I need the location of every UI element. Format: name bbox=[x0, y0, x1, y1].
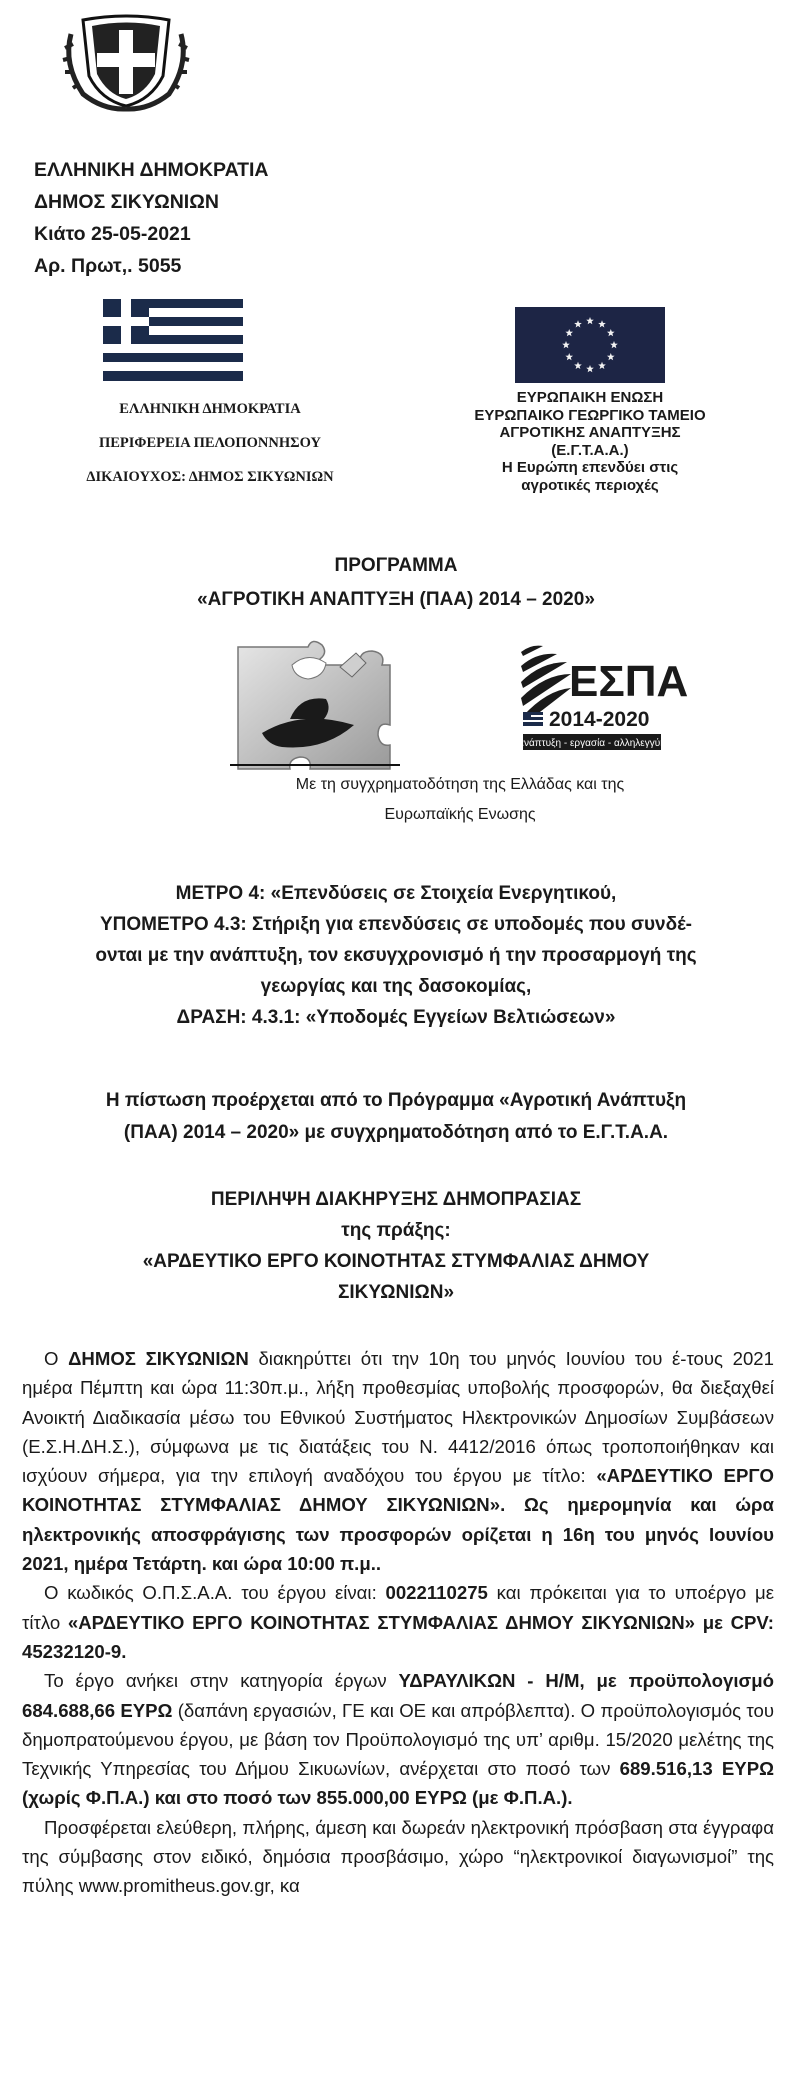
programme-heading: ΠΡΟΓΡΑΜΜΑ bbox=[334, 555, 458, 576]
rural-development-logo-icon bbox=[232, 637, 402, 764]
issue-date: Κιάτο 25-05-2021 bbox=[34, 223, 191, 245]
espa-logo-icon bbox=[517, 638, 689, 760]
espa-years: 2014-2020 bbox=[549, 708, 650, 731]
espa-title: ΕΣΠΑ bbox=[569, 657, 689, 706]
logo-divider bbox=[230, 764, 400, 766]
greek-coat-of-arms-icon bbox=[63, 14, 189, 110]
issuer-country: ΕΛΛΗΝΙΚΗ ΔΗΜΟΚΡΑΤΙΑ bbox=[34, 159, 269, 181]
issuer-municipality: ΔΗΜΟΣ ΣΙΚΥΩΝΙΩΝ bbox=[34, 191, 219, 213]
funding-credit: Η πίστωση προέρχεται από το Πρόγραμμα «Αγροτική Ανάπτυξη (ΠΑΑ) 2014 – 2020» με συγχρηματοδότηση από το Ε.Γ.Τ.Α.Α. bbox=[105, 1090, 687, 1143]
greek-region-caption: ΕΛΛΗΝΙΚΗ ΔΗΜΟΚΡΑΤΙΑ ΠΕΡΙΦΕΡΕΙΑ ΠΕΛΟΠΟΝΝΗΣΟΥ ΔΙΚΑΙΟΥΧΟΣ: ΔΗΜΟΣ ΣΙΚΥΩΝΙΩΝ bbox=[86, 401, 334, 485]
paragraph-announcement: Ο ΔΗΜΟΣ ΣΙΚΥΩΝΙΩΝ διακηρύττει ότι την 10η του μηνός Ιουνίου του έ-τους 2021 ημέρα Πέμπτη και ώρα 11:30π.μ., λήξη προθεσμίας υποβολής προσφορών, θα διεξαχθεί Ανοικτή Διαδικασία μέσω του Εθνικού Συστήματος Ηλεκτρονικών Δημοσίων Συμβάσεων (Ε.Σ.Η.ΔΗ.Σ.), σύμφωνα με τις διατάξεις του Ν. 4412/2016 όπως τροποποιήθηκαν και ισχύουν σήμερα, για την επιλογή αναδόχου του έργου με τίτλο: «ΑΡΔΕΥΤΙΚΟ ΕΡΓΟ ΚΟΙΝΟΤΗΤΑΣ ΣΤΥΜΦΑΛΙΑΣ ΔΗΜΟΥ ΣΙΚΥΩΝΙΩΝ». Ως ημερομηνία και ώρα ηλεκτρονικής αποσφράγισης των προσφορών ορίζεται η 16η του μηνός Ιουνίου 2021, ημέρα Τετάρτη. και ώρα 10:00 π.μ.. bbox=[22, 1348, 774, 1575]
eu-flag-icon bbox=[515, 307, 665, 383]
cofinancing-note: Με τη συγχρηματοδότηση της Ελλάδας και της Ευρωπαϊκής Ενωσης bbox=[295, 776, 625, 823]
protocol-number: Αρ. Πρωτ,. 5055 bbox=[34, 255, 182, 277]
tender-summary-heading: ΠΕΡΙΛΗΨΗ ΔΙΑΚΗΡΥΞΗΣ ΔΗΜΟΠΡΑΣΙΑΣ της πράξης: «ΑΡΔΕΥΤΙΚΟ ΕΡΓΟ ΚΟΙΝΟΤΗΤΑΣ ΣΤΥΜΦΑΛΙΑΣ ΔΗΜΟΥ ΣΙΚΥΩΝΙΩΝ» bbox=[142, 1189, 650, 1303]
paragraph-budget: Το έργο ανήκει στην κατηγορία έργων ΥΔΡΑΥΛΙΚΩΝ - Η/Μ, με προϋπολογισμό 684.688,66 ΕΥΡΩ (δαπάνη εργασιών, ΓΕ και ΟΕ και απρόβλεπτα). Ο προϋπολογισμός του δημοπρατούμενου έργου, με βάση τον Προϋπολογισμό της υπ’ αριθμ. 15/2020 μελέτης της Τεχνικής Υπηρεσίας του Δήμου Σικυωνίων, ανέρχεται στο ποσό των 689.516,13 ΕΥΡΩ (χωρίς Φ.Π.Α.) και στο ποσό των 855.000,00 ΕΥΡΩ (με Φ.Π.Α.). bbox=[22, 1670, 774, 1809]
notice-body bbox=[22, 1344, 774, 1901]
eu-fund-caption: ΕΥΡΩΠΑΙΚΗ ΕΝΩΣΗ ΕΥΡΩΠΑΙΚΟ ΓΕΩΡΓΙΚΟ ΤΑΜΕΙΟ ΑΓΡΟΤΙΚΗΣ ΑΝΑΠΤΥΞΗΣ (Ε.Γ.Τ.Α.Α.) Η Ευρώπη επενδύει στις αγροτικές περιοχές bbox=[474, 389, 706, 494]
paragraph-project-code: Ο κωδικός Ο.Π.Σ.Α.Α. του έργου είναι: 0022110275 και πρόκειται για το υποέργο με τίτλο «ΑΡΔΕΥΤΙΚΟ ΕΡΓΟ ΚΟΙΝΟΤΗΤΑΣ ΣΤΥΜΦΑΛΙΑΣ ΔΗΜΟΥ ΣΙΚΥΩΝΙΩΝ» με CPV: 45232120-9. bbox=[22, 1582, 774, 1662]
measure-block: ΜΕΤΡΟ 4: «Επενδύσεις σε Στοιχεία Ενεργητικού, ΥΠΟΜΕΤΡΟ 4.3: Στήριξη για επενδύσεις σε υποδομές που συνδέ- ονται με την ανάπτυξη, τον εκσυγχρονισμό ή την προσαρμογή της γεωργίας και της δασοκομίας, ΔΡΑΣΗ: 4.3.1: «Υποδομές Εγγείων Βελτιώσεων» bbox=[95, 883, 697, 1028]
espa-slogan: ανάπτυξη - εργασία - αλληλεγγύη bbox=[518, 738, 666, 749]
issuer-header bbox=[34, 154, 269, 282]
greek-flag-icon bbox=[103, 299, 243, 381]
programme-title: «ΑΓΡΟΤΙΚΗ ΑΝΑΠΤΥΞΗ (ΠΑΑ) 2014 – 2020» bbox=[197, 589, 595, 610]
paragraph-access: Προσφέρεται ελεύθερη, πλήρης, άμεση και δωρεάν ηλεκτρονική πρόσβαση στα έγγραφα της σύμβασης στον ειδικό, δημόσια προσβάσιμο, χώρο “ηλεκτρονικοί διαγωνισμοί” της πύλης www.promitheus.gov.gr, κα bbox=[22, 1816, 774, 1897]
